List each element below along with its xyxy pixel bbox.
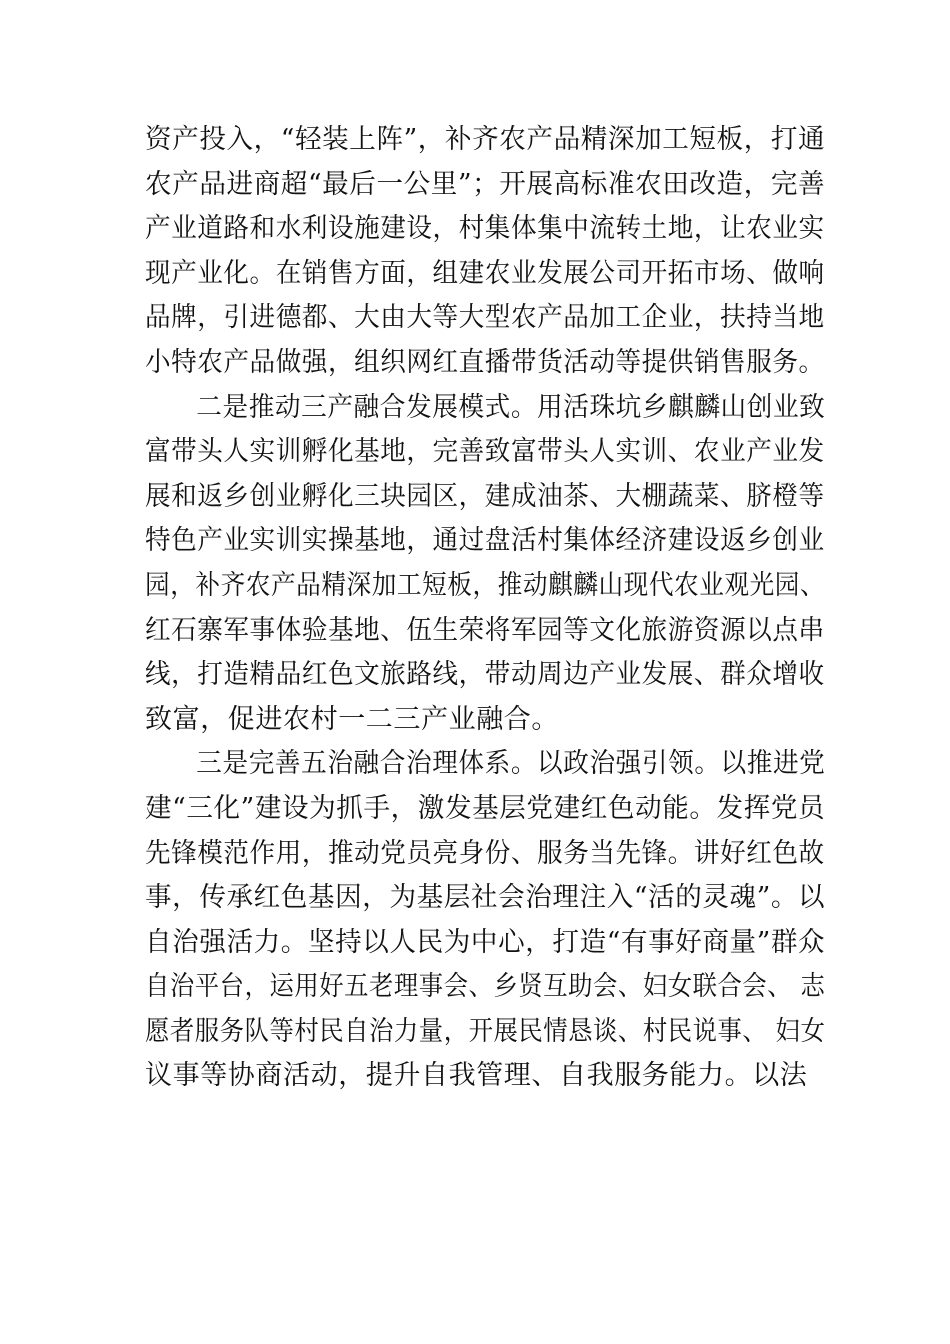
text-line: 资产投入，“轻装上阵”，补齐农产品精深加工短板，打通	[145, 124, 826, 155]
text-line: 线，打造精品红色文旅路线，带动周边产业发展、群众增收	[145, 659, 825, 691]
body-text	[145, 118, 825, 1099]
text-line: 红石寨军事体验基地、伍生荣将军园等文化旅游资源以点串	[145, 614, 825, 646]
text-line: 园，补齐农产品精深加工短板，推动麒麟山现代农业观光园、	[145, 569, 826, 601]
text-line: 致富，促进农村一二三产业融合。	[145, 703, 559, 735]
text-line: 展和返乡创业孵化三块园区，建成油茶、大棚蔬菜、脐橙等	[145, 480, 825, 512]
text-line: 议事等协商活动，提升自我管理、自我服务能力。以法	[145, 1060, 808, 1092]
text-line: 产业道路和水利设施建设，村集体集中流转土地，让农业实	[145, 213, 825, 245]
text-line: 事，传承红色基因，为基层社会治理注入“活的灵魂”。以	[145, 882, 826, 914]
text-line: 建“三化”建设为抓手，激发基层党建红色动能。发挥党员	[145, 792, 826, 824]
text-line: 愿者服务队等村民自治力量，开展民情恳谈、村民说事、 妇女	[145, 1015, 826, 1047]
text-line: 特色产业实训实操基地，通过盘活村集体经济建设返乡创业	[145, 525, 825, 557]
text-line: 自治平台，运用好五老理事会、乡贤互助会、妇女联合会、 志	[145, 971, 826, 1003]
text-line: 先锋模范作用，推动党员亮身份、服务当先锋。讲好红色故	[145, 837, 825, 869]
text-line: 农产品进商超“最后一公里”；开展高标准农田改造，完善	[145, 168, 826, 200]
text-line: 现产业化。在销售方面，组建农业发展公司开拓市场、做响	[145, 257, 825, 289]
text-line: 自治强活力。坚持以人民为中心，打造“有事好商量”群众	[145, 926, 826, 958]
paragraph-first-line: 二是推动三产融合发展模式。用活珠坑乡麒麟山创业致	[196, 391, 826, 423]
text-line: 品牌，引进德都、大由大等大型农产品加工企业，扶持当地	[145, 302, 825, 334]
text-line: 小特农产品做强，组织网红直播带货活动等提供销售服务。	[145, 346, 825, 378]
text-line: 富带头人实训孵化基地，完善致富带头人实训、农业产业发	[145, 436, 825, 468]
paragraph-first-line: 三是完善五治融合治理体系。以政治强引领。以推进党	[196, 748, 826, 780]
